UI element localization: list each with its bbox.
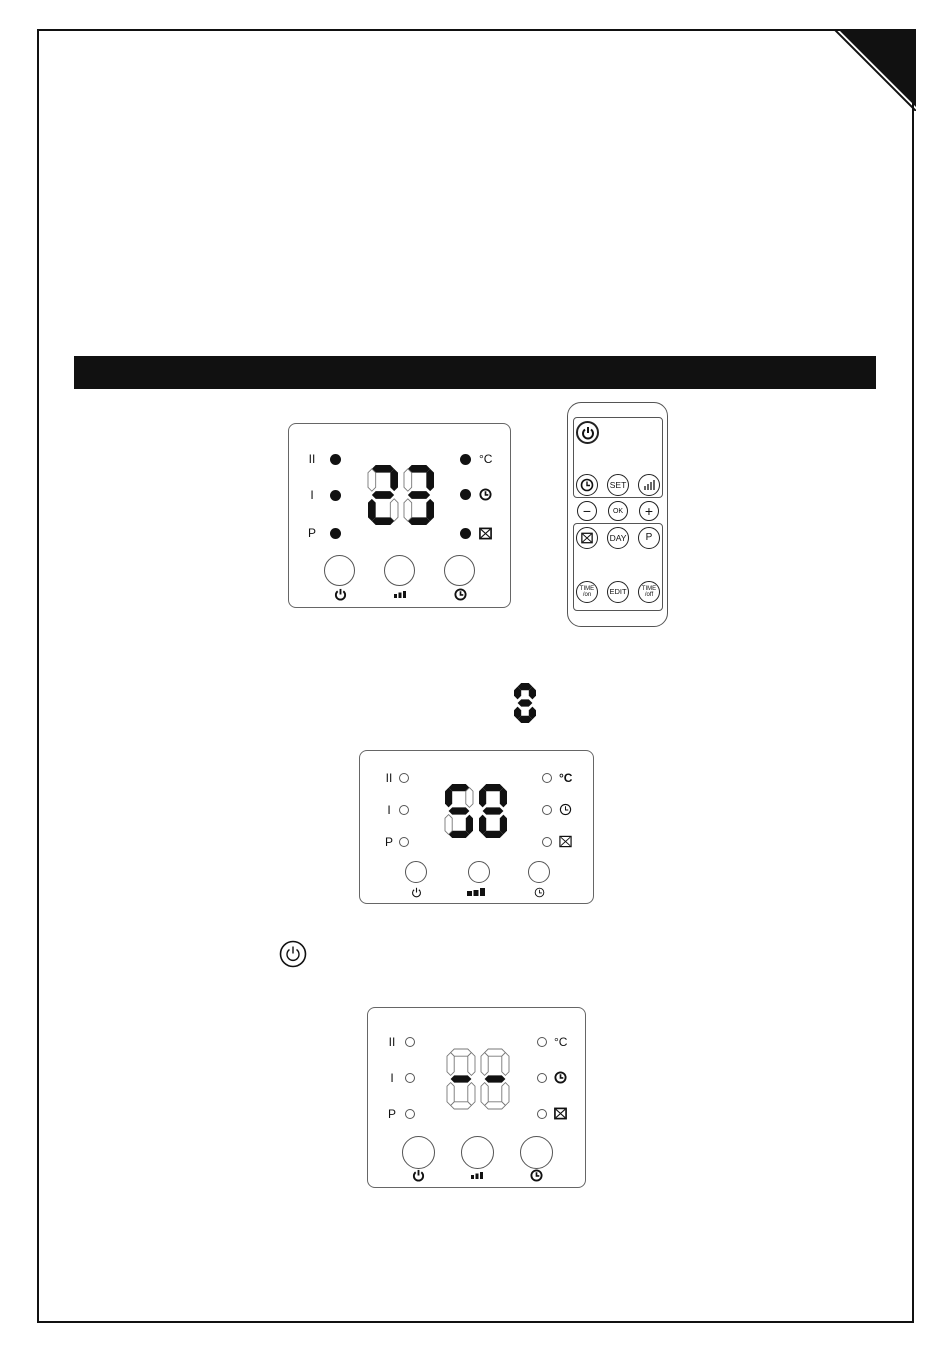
remote-program-button[interactable]: P (638, 527, 660, 549)
segment-c-off (390, 499, 398, 521)
remote-minus-button[interactable]: − (577, 501, 597, 521)
fan-speed-button[interactable] (384, 555, 415, 586)
fan-speed-icon (466, 887, 486, 897)
segment-a-on (483, 784, 504, 791)
remote-open-window-button[interactable] (576, 527, 598, 549)
indicator-speed-high (305, 452, 341, 466)
indicator-open-window (460, 527, 492, 540)
remote-power-button[interactable] (576, 421, 599, 444)
segment-c-on (426, 499, 434, 521)
timer-icon (534, 887, 545, 898)
segment-e-off (445, 815, 452, 835)
remote-ok-button[interactable]: OK (608, 501, 628, 521)
temperature-display (444, 783, 508, 839)
timer-icon (479, 488, 492, 501)
control-panel-lit (288, 423, 511, 608)
power-icon (581, 426, 595, 440)
indicator-led (399, 837, 409, 847)
segment-d-on (483, 831, 504, 838)
power-icon (334, 588, 347, 601)
segment-e-on (368, 499, 376, 521)
indicator-led (330, 528, 341, 539)
indicator-program (385, 1107, 415, 1121)
segment-c-off (502, 1083, 509, 1106)
indicator-speed-low (305, 488, 341, 502)
segment-g-on (449, 807, 470, 814)
indicator-speed-high (385, 1035, 415, 1049)
indicator-label: P (307, 526, 316, 540)
indicator-led (330, 490, 341, 501)
segment-g-on (372, 491, 394, 499)
open-window-icon (554, 1107, 567, 1120)
indicator-led (542, 805, 552, 815)
indicator-label: P (384, 835, 393, 849)
segment-b-on (426, 469, 434, 491)
segment-f-on (445, 788, 452, 808)
indicator-celsius (542, 771, 572, 785)
power-button[interactable] (405, 861, 427, 883)
segment-a-on (372, 465, 394, 473)
segment-g-on (485, 1075, 506, 1082)
remote-timer-button[interactable] (576, 474, 598, 496)
indicator-celsius (460, 452, 492, 466)
fan-speed-icon (470, 1170, 484, 1180)
indicator-program (305, 526, 341, 540)
section-header-bar (74, 356, 876, 389)
indicator-timer (460, 488, 492, 501)
segment-g-on (451, 1075, 472, 1082)
fan-speed-button[interactable] (461, 1136, 494, 1169)
remote-time-on-button[interactable]: TIME /on (576, 581, 598, 603)
power-icon (412, 1169, 425, 1182)
remote-plus-button[interactable]: + (639, 501, 659, 521)
indicator-celsius (537, 1035, 567, 1049)
segment-e-off (447, 1083, 454, 1106)
timer-button[interactable] (444, 555, 475, 586)
remote-control (567, 402, 668, 627)
indicator-label: II (388, 1035, 396, 1049)
celsius-unit: °C (559, 771, 573, 785)
open-window-icon (559, 835, 572, 848)
segment-e-off (481, 1083, 488, 1106)
indicator-led (405, 1037, 415, 1047)
timer-icon (530, 1169, 543, 1182)
indicator-led (537, 1073, 547, 1083)
timer-icon (559, 803, 572, 816)
segment-b-on (390, 469, 398, 491)
control-panel-display-58 (359, 750, 594, 904)
open-window-icon (581, 532, 593, 544)
remote-time-off-button[interactable]: TIME /off (638, 581, 660, 603)
indicator-led (405, 1073, 415, 1083)
timer-icon (554, 1071, 567, 1084)
indicator-led (542, 837, 552, 847)
timer-button[interactable] (520, 1136, 553, 1169)
power-button[interactable] (402, 1136, 435, 1169)
segment-c-off (468, 1083, 475, 1106)
indicator-label: I (310, 488, 314, 502)
open-window-icon (479, 527, 492, 540)
remote-day-button[interactable]: DAY (607, 527, 629, 549)
indicator-open-window (537, 1107, 567, 1120)
segment-g-on (518, 699, 533, 706)
segment-f-on (479, 788, 486, 808)
power-button[interactable] (324, 555, 355, 586)
indicator-open-window (542, 835, 572, 848)
indicator-led (399, 773, 409, 783)
fan-speed-icon (393, 589, 407, 599)
indicator-speed-low (382, 803, 409, 817)
timer-icon (454, 588, 467, 601)
control-panel-display-dash (367, 1007, 586, 1188)
celsius-unit: °C (554, 1035, 568, 1049)
segment-e-on (479, 815, 486, 835)
segment-b-off (466, 788, 473, 808)
indicator-timer (537, 1071, 567, 1084)
celsius-unit: °C (479, 452, 493, 466)
temperature-display (367, 464, 435, 526)
segment-d-on (372, 517, 394, 525)
segment-g-on (408, 491, 430, 499)
indicator-label: P (387, 1107, 396, 1121)
segment-a-on (408, 465, 430, 473)
indicator-label: II (308, 452, 316, 466)
timer-button[interactable] (528, 861, 550, 883)
segment-c-on (500, 815, 507, 835)
indicator-led (405, 1109, 415, 1119)
indicator-led (460, 528, 471, 539)
indicator-program (382, 835, 409, 849)
indicator-led (460, 489, 471, 500)
indicator-label: II (385, 771, 393, 785)
remote-edit-button[interactable]: EDIT (607, 581, 629, 603)
corner-tab-marker (834, 29, 916, 111)
remote-fan-speed-button[interactable] (638, 474, 660, 496)
segment-b-off (468, 1053, 475, 1076)
temperature-display (446, 1048, 510, 1110)
remote-set-button[interactable]: SET (607, 474, 629, 496)
segment-f-off (404, 469, 412, 491)
indicator-speed-low (385, 1071, 415, 1085)
indicator-led (330, 454, 341, 465)
segment-c-on (466, 815, 473, 835)
segment-d-on (408, 517, 430, 525)
timer-icon (580, 478, 594, 492)
segment-f-off (481, 1053, 488, 1076)
indicator-led (460, 454, 471, 465)
indicator-led (537, 1109, 547, 1119)
segment-g-on (483, 807, 504, 814)
indicator-led (399, 805, 409, 815)
segment-digit-icon (513, 682, 537, 724)
indicator-timer (542, 803, 572, 816)
segment-f-off (447, 1053, 454, 1076)
indicator-led (542, 773, 552, 783)
power-icon (279, 940, 307, 968)
segment-f-off (368, 469, 376, 491)
fan-speed-button[interactable] (468, 861, 490, 883)
indicator-speed-high (382, 771, 409, 785)
indicator-label: I (387, 803, 391, 817)
indicator-led (537, 1037, 547, 1047)
fan-speed-icon (643, 479, 655, 491)
segment-e-off (404, 499, 412, 521)
power-icon (411, 887, 422, 898)
segment-b-on (500, 788, 507, 808)
segment-b-off (502, 1053, 509, 1076)
indicator-label: I (390, 1071, 394, 1085)
